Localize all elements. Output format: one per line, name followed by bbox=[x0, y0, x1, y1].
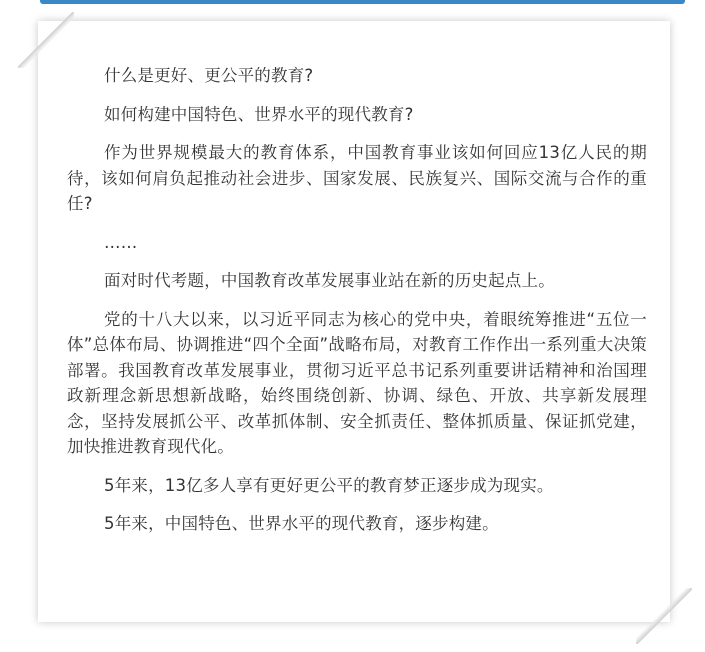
paragraph-new-starting-point: 面对时代考题，中国教育改革发展事业站在新的历史起点上。 bbox=[104, 271, 555, 290]
article-body bbox=[67, 63, 647, 550]
paragraph-policy: 党的十八大以来，以习近平同志为核心的党中央，着眼统筹推进“五位一体”总体布局、协调推进“四个全面”战略布局，对教育工作作出一系列重大决策部署。我国教育改革发展事业，贯彻习近平总书记系列重要讲话精神和治国理政新理念新思想新战略，始终围绕创新、协调、绿色、开放、共享新发展理念，坚持发展抓公平、改革抓体制、安全抓责任、整体抓质量、保证抓党建，加快推进教育现代化。 bbox=[67, 309, 647, 456]
paragraph-five-years-1: 5年来，13亿多人享有更好更公平的教育梦正逐步成为现实。 bbox=[104, 475, 554, 495]
paragraph-five-years-2: 5年来，中国特色、世界水平的现代教育，逐步构建。 bbox=[104, 514, 499, 533]
paragraph-question-3: 作为世界规模最大的教育体系，中国教育事业该如何回应13亿人民的期待，该如何肩负起推动社会进步、国家发展、民族复兴、国际交流与合作的重任? bbox=[67, 143, 647, 213]
corner-fold-bottom-right bbox=[636, 588, 692, 644]
paragraph-question-2: 如何构建中国特色、世界水平的现代教育? bbox=[104, 104, 414, 124]
corner-fold-top-left bbox=[18, 12, 74, 68]
paragraph-question-1: 什么是更好、更公平的教育? bbox=[104, 66, 314, 85]
top-accent-bar bbox=[40, 0, 685, 4]
paragraph-ellipsis: …… bbox=[104, 232, 138, 252]
